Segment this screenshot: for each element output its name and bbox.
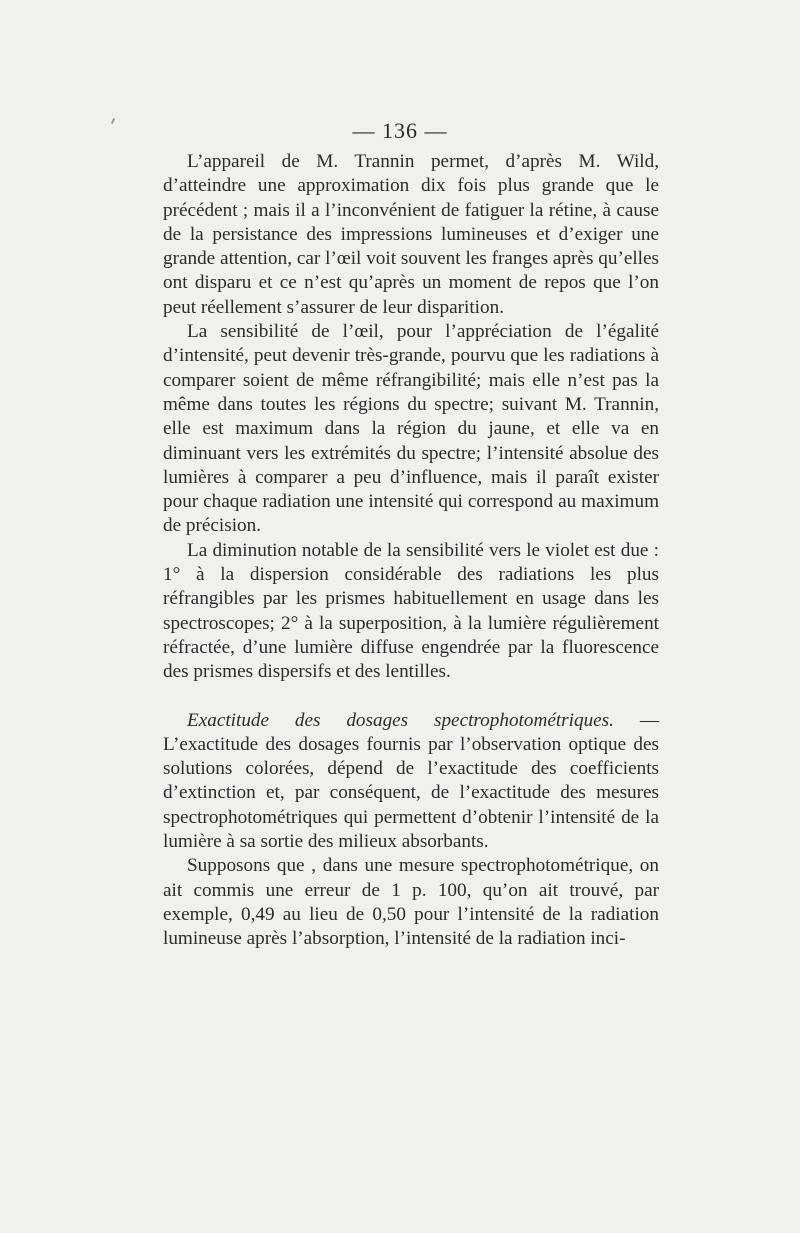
paragraph-eye-sensitivity: La sensibilité de l’œil, pour l’appréciation de l’égalité d’intensité, peut devenir très-grande, pourvu que les radiations à comparer soient de même réfrangibilité; mais elle n’est pas la même dans toutes les régions du spectre; suivant M. Trannin, elle est maximum dans la région du jaune, et elle va en diminuant vers les extrémités du spectre; l’intensité absolue des lumières à comparer a peu d’influence, mais il paraît exister pour chaque radiation une intensité qui correspond au maximum de précision. bbox=[163, 321, 659, 537]
paragraph-trannin-apparatus: L’appareil de M. Trannin permet, d’après M. Wild, d’atteindre une approximation dix fois plus grande que le précédent ; mais il a l’inconvénient de fatiguer la rétine, à cause de la persistance des impressions lumineuses et d’exiger une grande attention, car l’œil voit souvent les franges après qu’elles ont disparu et ce n’est qu’après un moment de repos que l’on peut réellement s’assurer de leur disparition. bbox=[163, 151, 659, 318]
paragraph-violet-sensitivity: La diminution notable de la sensibilité vers le violet est due : 1° à la dispersion considérable des radiations les plus réfrangibles par les prismes habituellement en usage dans les spectroscopes; 2° à la superposition, à la lumière régulièrement réfractée, d’une lumière diffuse engendrée par la fluorescence des prismes dispersifs et des lentilles. bbox=[163, 539, 659, 683]
section-spacer bbox=[163, 685, 659, 709]
section-paragraph bbox=[163, 709, 659, 855]
section-heading: Exactitude des dosages spectrophotométriques. bbox=[187, 709, 614, 731]
section-text: — L’exactitude des dosages fournis par l’observation optique des solutions colorées, dépend de l’exactitude des coefficients d’extinction et, par conséquent, de l’exactitude des mesures spectrophotométriques qui permettent d’obtenir l’intensité de la lumière à sa sortie des milieux absorbants. bbox=[163, 709, 659, 853]
page-body bbox=[163, 150, 659, 952]
paragraph-error-example: Supposons que , dans une mesure spectrophotométrique, on ait commis une erreur de 1 p. 100, qu’on ait trouvé, par exemple, 0,49 au lieu de 0,50 pour l’intensité de la radiation lumineuse après l’absorption, l’intensité de la radiation inci- bbox=[163, 855, 659, 950]
page-number: — 136 — bbox=[352, 118, 448, 143]
